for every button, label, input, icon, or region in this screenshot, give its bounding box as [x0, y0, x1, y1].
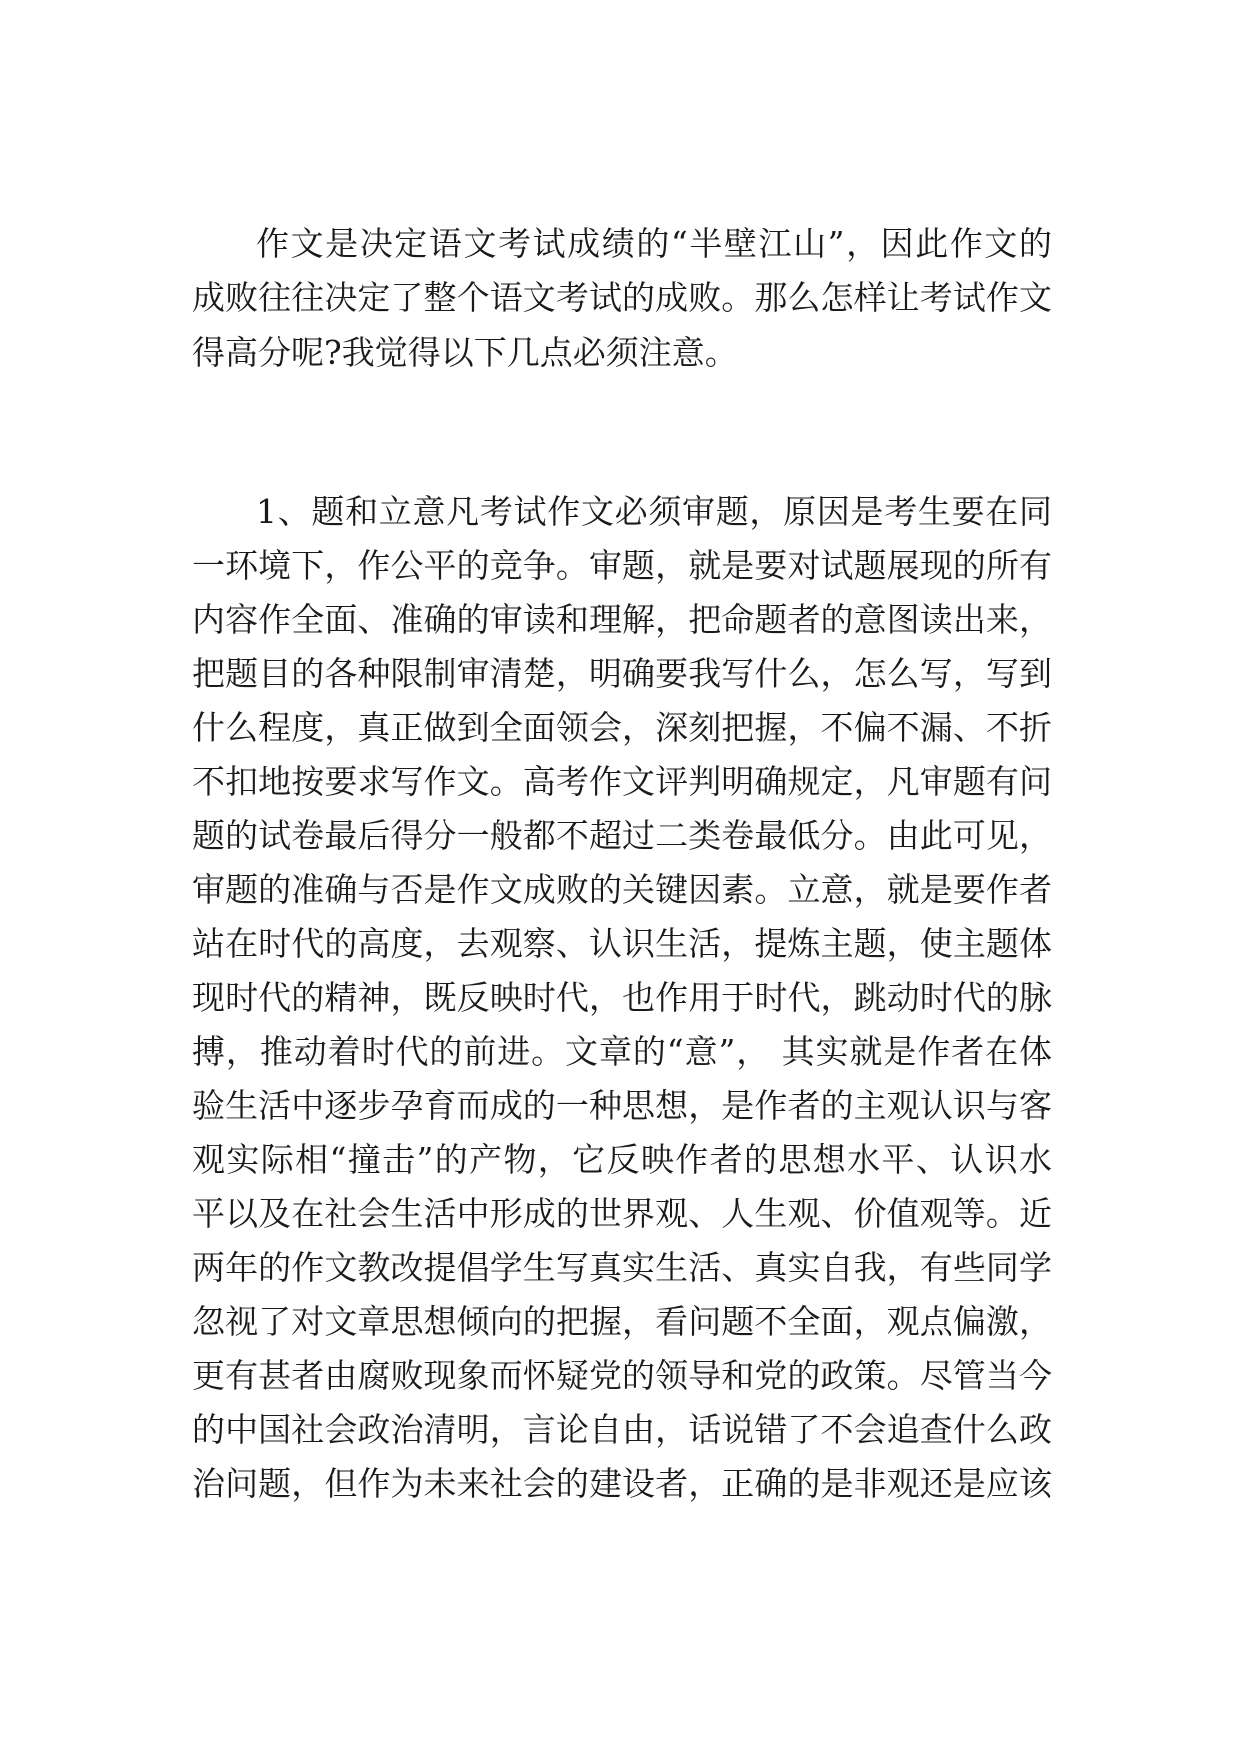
paragraph-2-line-2: 一环境下，作公平的竞争。审题，就是要对试题展现的所有 — [192, 546, 1052, 585]
paragraph-2-line-16: 忽视了对文章思想倾向的把握，看问题不全面，观点偏激， — [192, 1302, 1052, 1341]
paragraph-1-line-2: 成败往往决定了整个语文考试的成败。那么怎样让考试作文 — [192, 278, 1052, 317]
paragraph-2-line-8: 审题的准确与否是作文成败的关键因素。立意，就是要作者 — [192, 870, 1052, 909]
paragraph-2-line-4: 把题目的各种限制审清楚，明确要我写什么，怎么写，写到 — [192, 654, 1052, 693]
paragraph-2-line-9: 站在时代的高度，去观察、认识生活，提炼主题，使主题体 — [192, 924, 1052, 963]
paragraph-2-line-18: 的中国社会政治清明，言论自由，话说错了不会追查什么政 — [192, 1410, 1052, 1449]
paragraph-2-line-6: 不扣地按要求写作文。高考作文评判明确规定，凡审题有问 — [192, 762, 1052, 801]
paragraph-2-line-13: 观实际相“撞击”的产物，它反映作者的思想水平、认识水 — [192, 1140, 1052, 1179]
paragraph-2-line-10: 现时代的精神，既反映时代，也作用于时代，跳动时代的脉 — [192, 978, 1052, 1017]
paragraph-2-line-19: 治问题，但作为未来社会的建设者，正确的是非观还是应该 — [192, 1464, 1052, 1503]
paragraph-2-line-12: 验生活中逐步孕育而成的一种思想，是作者的主观认识与客 — [192, 1086, 1052, 1125]
paragraph-2-line-1: 1、题和立意凡考试作文必须审题，原因是考生要在同 — [256, 492, 1052, 531]
paragraph-1-line-1: 作文是决定语文考试成绩的“半壁江山”，因此作文的 — [256, 224, 1052, 263]
paragraph-2-line-3: 内容作全面、准确的审读和理解，把命题者的意图读出来， — [192, 600, 1052, 639]
paragraph-2-line-15: 两年的作文教改提倡学生写真实生活、真实自我，有些同学 — [192, 1248, 1052, 1287]
paragraph-2-line-5: 什么程度，真正做到全面领会，深刻把握，不偏不漏、不折 — [192, 708, 1052, 747]
paragraph-2-line-14: 平以及在社会生活中形成的世界观、人生观、价值观等。近 — [192, 1194, 1052, 1233]
paragraph-2-line-17: 更有甚者由腐败现象而怀疑党的领导和党的政策。尽管当今 — [192, 1356, 1052, 1395]
paragraph-1-line-3: 得高分呢?我觉得以下几点必须注意。 — [192, 333, 738, 372]
paragraph-2-line-11: 搏，推动着时代的前进。文章的“意”， 其实就是作者在体 — [192, 1032, 1052, 1071]
paragraph-2-line-7: 题的试卷最后得分一般都不超过二类卷最低分。由此可见， — [192, 816, 1052, 855]
paragraph-2-line-20 — [192, 1512, 1052, 1564]
paragraph-2-line-21 — [192, 1566, 1052, 1618]
